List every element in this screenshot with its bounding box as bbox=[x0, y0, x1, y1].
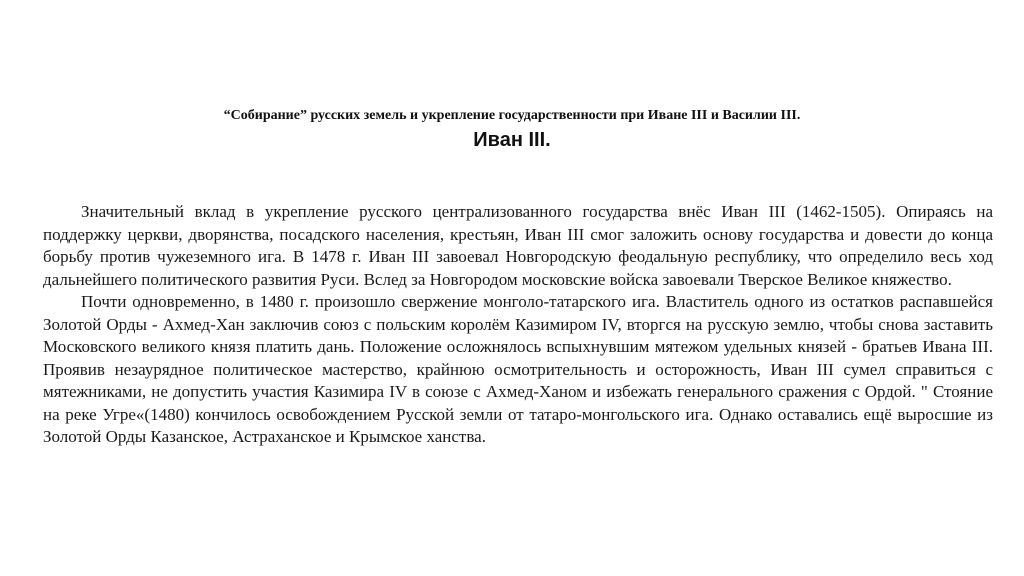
slide-subtitle: “Собирание” русских земель и укрепление государственности при Иване III и Василии III. bbox=[223, 108, 801, 123]
slide-body bbox=[43, 201, 993, 449]
paragraph-2: Почти одновременно, в 1480 г. произошло свержение монголо-татарского ига. Властитель одного из остатков распавшейся Золотой Орды - Ахмед-Хан заключив союз с польским королём Казимиром IV, вторгся на русскую землю, чтобы снова заставить Московского великого князя платить дань. Положение осложнялось вспыхнувшим мятежом удельных князей - братьев Ивана III. Проявив незаурядное политическое мастерство, крайнюю осмотрительность и осторожность, Иван III сумел справиться с мятежниками, не допустить участия Казимира IV в союзе с Ахмед-Ханом и избежать генерального сражения с Ордой. " Стояние на реке Угре«(1480) кончилось освобождением Русской земли от татаро-монгольского ига. Однако оставались ещё выросшие из Золотой Орды Казанское, Астраханское и Крымское ханства. bbox=[43, 292, 993, 446]
slide-title: Иван III. bbox=[473, 129, 551, 151]
paragraph-1: Значительный вклад в укрепление русского централизованного государства внёс Иван III (1462-1505). Опираясь на поддержку церкви, дворянства, посадского населения, крестьян, Иван III смог заложить основу государства и довести до конца борьбу против чужеземного ига. В 1478 г. Иван III завоевал Новгородскую феодальную республику, что определило весь ход дальнейшего политического развития Руси. Вслед за Новгородом московские войска завоевали Тверское Великое княжество. bbox=[43, 202, 993, 289]
